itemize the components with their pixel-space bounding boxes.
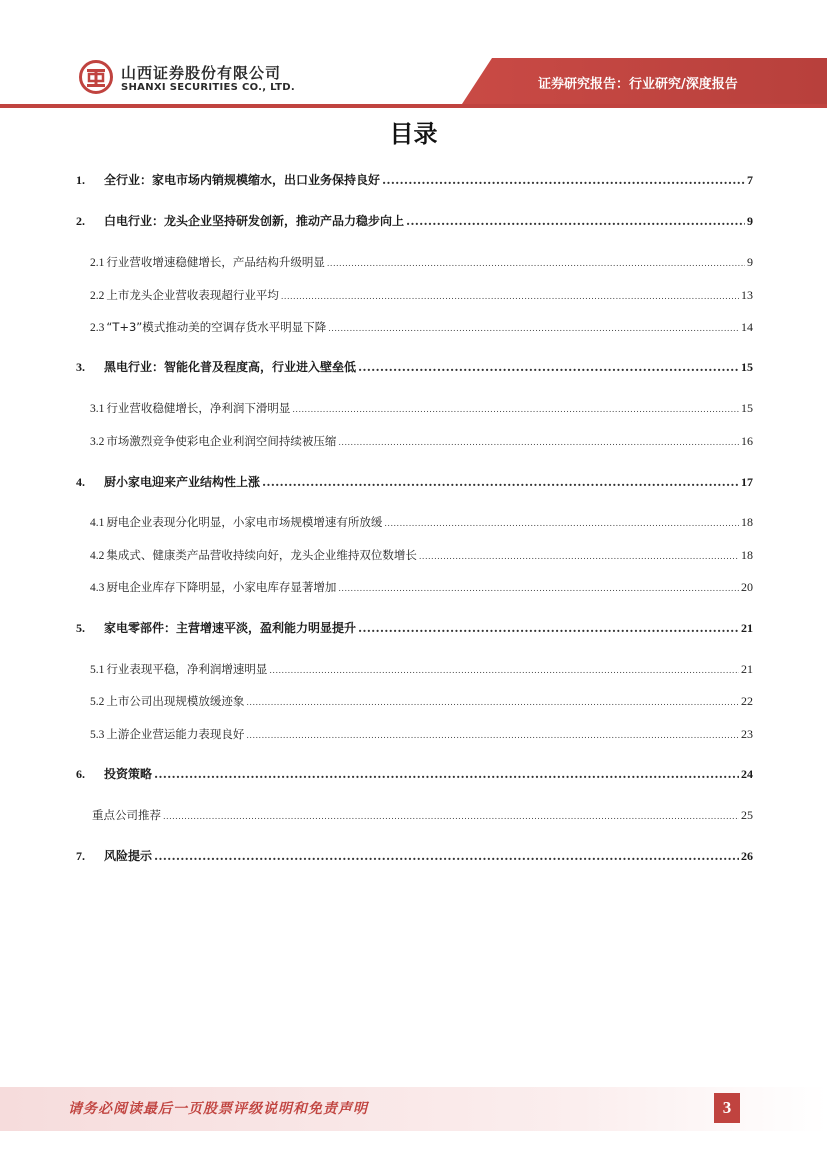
toc-entry-5-1[interactable] (90, 660, 753, 678)
toc-label: 上游企业营运能力表现良好 (106, 727, 245, 741)
toc-entry-2-2[interactable] (90, 286, 753, 304)
toc-page-number: 13 (741, 288, 753, 302)
toc-entry-4[interactable] (76, 473, 753, 491)
toc-number: 7. (76, 849, 85, 863)
toc-entry-6[interactable] (76, 765, 753, 783)
toc-page-number: 21 (741, 662, 753, 676)
toc-page-number: 18 (741, 515, 753, 529)
toc-entry-5-3[interactable] (90, 725, 753, 743)
toc-label: 白电行业：龙头企业坚持研发创新，推动产品力稳步向上 (104, 214, 405, 228)
toc-number: 3.2 (90, 436, 105, 448)
toc-leader-dots (154, 765, 739, 783)
toc-entry-3[interactable] (76, 358, 753, 376)
toc-label: 厨电企业表现分化明显，小家电市场规模增速有所放缓 (106, 515, 383, 529)
toc-label: 厨小家电迎来产业结构性上涨 (104, 475, 261, 489)
toc-leader-dots (358, 619, 739, 637)
toc-number: 4.2 (90, 550, 105, 562)
toc-label: 厨电企业库存下降明显，小家电库存显著增加 (106, 580, 337, 594)
toc-leader-dots (154, 847, 739, 865)
toc-page-number: 9 (747, 214, 753, 228)
toc-page-number: 24 (741, 767, 753, 781)
toc-label: 上市龙头企业营收表现超行业平均 (106, 288, 279, 302)
toc-number: 4. (76, 475, 85, 489)
toc-leader-dots (384, 515, 739, 533)
toc-page-number: 18 (741, 548, 753, 562)
toc-number: 5.2 (90, 696, 105, 708)
toc-number: 2.1 (90, 257, 105, 269)
toc-page-number: 17 (741, 475, 753, 489)
toc-label: “T+3”模式推动美的空调存货水平明显下降 (106, 320, 327, 334)
toc-label: 行业营收稳健增长，净利润下滑明显 (106, 401, 291, 415)
toc-label: 重点公司推荐 (92, 808, 161, 822)
toc-page-number: 14 (741, 320, 753, 334)
toc-page-number: 15 (741, 401, 753, 415)
toc-entry-5-2[interactable] (90, 692, 753, 710)
toc-page-number: 16 (741, 434, 753, 448)
shanxi-securities-logo-icon (79, 60, 113, 94)
toc-page-number: 26 (741, 849, 753, 863)
toc-leader-dots (327, 255, 745, 273)
toc-label: 集成式、健康类产品营收持续向好，龙头企业维持双位数增长 (106, 548, 417, 562)
toc-entry-2-3[interactable] (90, 318, 753, 336)
toc-leader-dots (406, 212, 745, 230)
toc-leader-dots (338, 434, 739, 452)
toc-number: 5. (76, 621, 85, 635)
toc-leader-dots (419, 548, 739, 566)
toc-number: 2.2 (90, 290, 105, 302)
toc-page-number: 23 (741, 727, 753, 741)
toc-number: 4.3 (90, 582, 105, 594)
toc-number: 2. (76, 214, 85, 228)
company-name-en: SHANXI SECURITIES CO., LTD. (121, 82, 295, 93)
toc-entry-4-2[interactable] (90, 546, 753, 564)
toc-page-number: 22 (741, 694, 753, 708)
toc-number: 5.1 (90, 664, 105, 676)
toc-number: 4.1 (90, 517, 105, 529)
toc-leader-dots (382, 171, 745, 189)
toc-label: 行业营收增速稳健增长，产品结构升级明显 (106, 255, 325, 269)
report-type-label: 证券研究报告：行业研究/深度报告 (538, 77, 738, 92)
toc-number: 6. (76, 767, 85, 781)
toc-label: 行业表现平稳，净利润增速明显 (106, 662, 268, 676)
toc-number: 3.1 (90, 403, 105, 415)
toc-leader-dots (269, 662, 739, 680)
toc-entry-1[interactable] (76, 171, 753, 189)
toc-entry-7[interactable] (76, 847, 753, 865)
toc-entry-5[interactable] (76, 619, 753, 637)
toc-label: 风险提示 (104, 849, 153, 863)
toc-page-number: 21 (741, 621, 753, 635)
toc-label: 投资策略 (104, 767, 153, 781)
toc-page-number: 7 (747, 173, 753, 187)
toc-leader-dots (246, 727, 739, 745)
toc-number: 1. (76, 173, 85, 187)
toc-label: 市场激烈竞争使彩电企业利润空间持续被压缩 (106, 434, 337, 448)
toc-entry-6-1[interactable] (90, 806, 753, 824)
toc-page-number: 15 (741, 360, 753, 374)
toc-entry-3-1[interactable] (90, 399, 753, 417)
toc-label: 上市公司出现规模放缓迹象 (106, 694, 245, 708)
toc-number: 5.3 (90, 729, 105, 741)
toc-page-number: 25 (741, 808, 753, 822)
page-header (0, 0, 827, 112)
toc-leader-dots (281, 288, 739, 306)
toc-leader-dots (246, 694, 739, 712)
toc-entry-4-3[interactable] (90, 578, 753, 596)
toc-label: 家电零部件：主营增速平淡，盈利能力明显提升 (104, 621, 357, 635)
toc-leader-dots (358, 358, 739, 376)
toc-leader-dots (262, 473, 739, 491)
toc-page-number: 20 (741, 580, 753, 594)
toc-leader-dots (163, 808, 739, 826)
header-divider (0, 104, 827, 108)
toc-title: 目录 (389, 120, 438, 148)
toc-entry-2-1[interactable] (90, 253, 753, 271)
company-name-cn: 山西证券股份有限公司 (121, 64, 282, 82)
toc-leader-dots (338, 580, 739, 598)
toc-number: 2.3 (90, 322, 105, 334)
page-number: 3 (714, 1093, 740, 1123)
footer-disclaimer: 请务必阅读最后一页股票评级说明和免责声明 (68, 1101, 368, 1117)
toc-label: 黑电行业：智能化普及程度高，行业进入壁垒低 (104, 360, 357, 374)
toc-page-number: 9 (747, 255, 753, 269)
toc-entry-4-1[interactable] (90, 513, 753, 531)
toc-leader-dots (292, 401, 739, 419)
toc-label: 全行业：家电市场内销规模缩水，出口业务保持良好 (104, 173, 381, 187)
toc-leader-dots (328, 320, 739, 338)
toc-entry-3-2[interactable] (90, 432, 753, 450)
toc-number: 3. (76, 360, 85, 374)
toc-entry-2[interactable] (76, 212, 753, 230)
